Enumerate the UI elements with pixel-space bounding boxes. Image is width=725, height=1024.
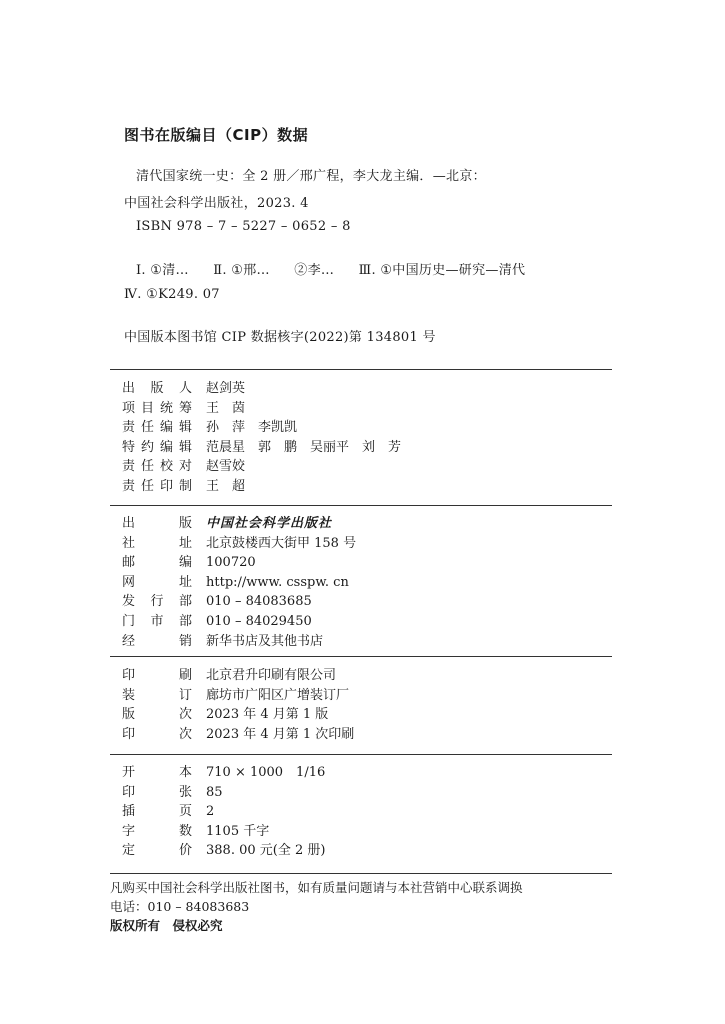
cip-isbn: ISBN 978 – 7 – 5227 – 0652 – 8: [136, 219, 351, 234]
publisher-row: [122, 553, 356, 573]
printing-value: 2023 年 4 月第 1 版: [206, 707, 329, 723]
footer-phone: 电话：010 – 84083683: [110, 899, 250, 914]
printing-value: 2023 年 4 月第 1 次印刷: [206, 726, 355, 742]
staff-label: 出 版 人: [122, 381, 192, 396]
footer-rights: 版权所有 侵权必究: [110, 918, 223, 933]
specs-value: 710 × 1000 1/16: [206, 765, 326, 780]
staff-row: [122, 477, 401, 497]
divider-specs: [110, 754, 612, 755]
publisher-list: [122, 514, 356, 651]
printing-list: [122, 666, 354, 744]
publisher-label: 经销: [122, 633, 192, 649]
staff-label: 责任校对: [122, 459, 192, 475]
printing-row: [122, 686, 354, 706]
specs-label: 印张: [122, 784, 192, 800]
publisher-row: [122, 514, 356, 534]
publisher-value: 010 – 84083685: [206, 594, 312, 610]
staff-list: [122, 379, 401, 497]
cip-line-1: 清代国家统一史：全 2 册／邢广程，李大龙主编．—北京：: [136, 169, 486, 184]
publisher-row: [122, 632, 356, 652]
printing-row: [122, 666, 354, 686]
publisher-label: 出版: [122, 516, 192, 531]
specs-row: [122, 783, 325, 803]
cip-classification: [136, 259, 529, 278]
staff-value: 范晨星 郭 鹏 吴丽平 刘 芳: [206, 439, 402, 455]
printing-label: 印次: [122, 726, 192, 742]
printing-row: [122, 705, 354, 725]
publisher-label: 社址: [122, 535, 192, 551]
publisher-value: 010 – 84029450: [206, 613, 312, 629]
specs-row: [122, 822, 325, 842]
staff-label: 责任编辑: [122, 420, 192, 436]
publisher-row: [122, 612, 356, 632]
specs-list: [122, 763, 325, 861]
specs-label: 字数: [122, 823, 192, 839]
divider-staff: [110, 369, 612, 370]
printing-label: 版次: [122, 707, 192, 723]
specs-label: 插页: [122, 804, 192, 820]
staff-value: 赵剑英: [206, 381, 246, 396]
publisher-row: [122, 573, 356, 593]
staff-value: 王 茵: [206, 400, 246, 416]
class-item-2: Ⅱ. ①邢…: [213, 263, 270, 278]
specs-row: [122, 763, 325, 783]
staff-value: 赵雪姣: [206, 459, 246, 475]
staff-value: 孙 萍 李凯凯: [206, 420, 298, 436]
staff-row: [122, 457, 401, 477]
printing-label: 装订: [122, 687, 192, 703]
specs-value: 85: [206, 784, 223, 800]
divider-publisher: [110, 505, 612, 506]
class-item-4: Ⅲ. ①中国历史—研究—清代: [358, 263, 526, 278]
publisher-value: 100720: [206, 555, 256, 571]
staff-label: 责任印制: [122, 478, 192, 494]
printing-row: [122, 725, 354, 745]
publisher-logo: 中国社会科学出版社: [206, 516, 333, 531]
publisher-value: 新华书店及其他书店: [206, 633, 324, 649]
publisher-label: 网址: [122, 574, 192, 590]
cip-classification-2: Ⅳ. ①K249. 07: [124, 287, 220, 302]
class-item-1: Ⅰ. ①清…: [136, 263, 189, 278]
class-item-3: ②李…: [294, 263, 335, 278]
divider-printing: [110, 656, 612, 657]
specs-row: [122, 802, 325, 822]
publisher-website: http://www. csspw. cn: [206, 574, 349, 590]
staff-label: 特约编辑: [122, 439, 192, 455]
specs-row: [122, 841, 325, 861]
specs-label: 定价: [122, 843, 192, 859]
specs-label: 开本: [122, 765, 192, 780]
staff-value: 王 超: [206, 478, 246, 494]
publisher-label: 门市部: [122, 613, 192, 629]
publisher-row: [122, 592, 356, 612]
specs-value: 1105 千字: [206, 823, 270, 839]
cip-title: 图书在版编目（CIP）数据: [124, 126, 309, 144]
cip-line-2: 中国社会科学出版社，2023. 4: [124, 196, 309, 211]
specs-value: 2: [206, 804, 215, 820]
publisher-label: 邮编: [122, 555, 192, 571]
printing-label: 印刷: [122, 668, 192, 683]
publisher-value: 北京鼓楼西大街甲 158 号: [206, 535, 357, 551]
printing-value: 廊坊市广阳区广增装订厂: [206, 687, 350, 703]
specs-value: 388. 00 元(全 2 册): [206, 843, 326, 859]
staff-row: [122, 418, 401, 438]
staff-label: 项目统筹: [122, 400, 192, 416]
staff-row: [122, 438, 401, 458]
staff-row: [122, 379, 401, 399]
staff-row: [122, 399, 401, 419]
publisher-row: [122, 534, 356, 554]
cip-verification: 中国版本图书馆 CIP 数据核字(2022)第 134801 号: [124, 330, 436, 345]
publisher-label: 发行部: [122, 594, 192, 610]
printing-value: 北京君升印刷有限公司: [206, 668, 337, 683]
divider-footer: [110, 873, 612, 874]
footer-notice: 凡购买中国社会科学出版社图书，如有质量问题请与本社营销中心联系调换: [110, 880, 523, 895]
